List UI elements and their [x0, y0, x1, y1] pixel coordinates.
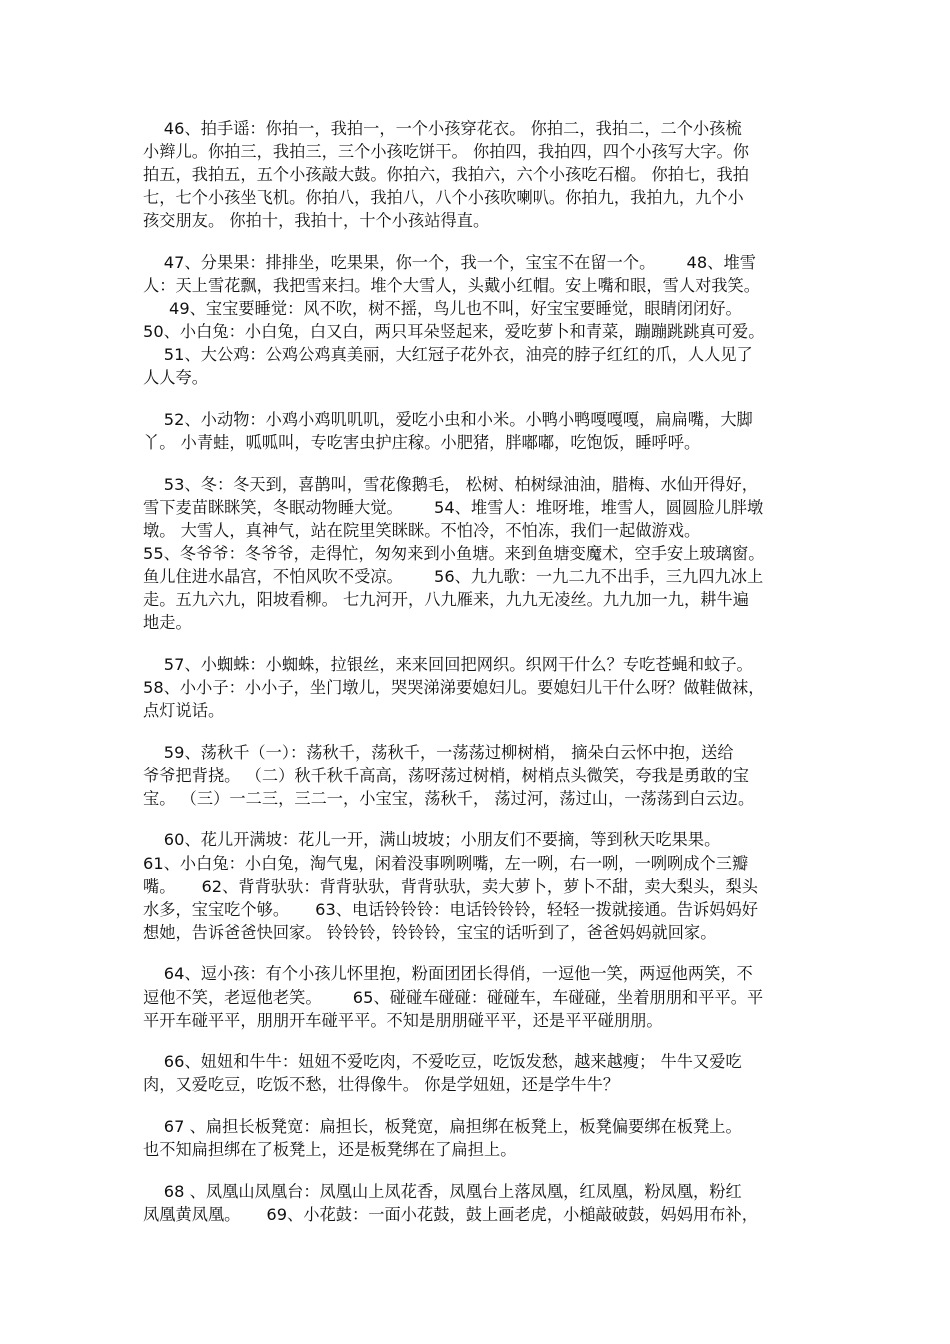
paragraph-60-63: [143, 828, 811, 943]
text-line: 点灯说话。: [143, 701, 225, 721]
text-line: 66、妞妞和牛牛：妞妞不爱吃肉，不爱吃豆，吃饭发愁，越来越瘦； 牛牛又爱吃: [143, 1052, 742, 1072]
text-line: 丫。 小青蛙，呱呱叫，专吃害虫护庄稼。小肥猪，胖嘟嘟，吃饱饭，睡呼呼。: [143, 433, 701, 453]
text-line: 嘴。 62、背背驮驮：背背驮驮，背背驮驮，卖大萝卜，萝卜不甜，卖大梨头，梨头: [143, 876, 758, 896]
text-line: 50、小白兔：小白兔，白又白，两只耳朵竖起来，爱吃萝卜和青菜，蹦蹦跳跳真可爱。: [143, 322, 765, 342]
text-line: 59、荡秋千（一）：荡秋千，荡秋千，一荡荡过柳树梢， 摘朵白云怀中抱，送给: [143, 742, 734, 762]
paragraph-46: [143, 117, 811, 232]
text-line: 68 、凤凰山凤凰台：凤凰山上凤花香，凤凰台上落凤凰，红凤凰，粉凤凰，粉红: [143, 1181, 742, 1201]
text-line: 60、花儿开满坡：花儿一开，满山坡坡；小朋友们不要摘，等到秋天吃果果。: [143, 830, 721, 850]
text-line: 想她，告诉爸爸快回家。 铃铃铃，铃铃铃，宝宝的话听到了，爸爸妈妈就回家。: [143, 922, 717, 942]
text-line: 雪下麦苗眯眯笑，冬眠动物睡大觉。 54、堆雪人：堆呀堆，堆雪人，圆圆脸儿胖墩: [143, 497, 764, 517]
text-line: 55、冬爷爷：冬爷爷，走得忙，匆匆来到小鱼塘。来到鱼塘变魔术，空手安上玻璃窗。: [143, 544, 765, 563]
text-line: 67 、扁担长板凳宽：扁担长，板凳宽，扁担绑在板凳上，板凳偏要绑在板凳上。: [143, 1116, 742, 1136]
paragraph-68-69: [143, 1180, 811, 1226]
text-line: 49、宝宝要睡觉：风不吹，树不摇，鸟儿也不叫，好宝宝要睡觉，眼睛闭闭好。: [143, 299, 742, 319]
text-line: 平开车碰平平，朋朋开车碰平平。不知是朋朋碰平平，还是平平碰朋朋。: [143, 1010, 663, 1030]
paragraph-57-58: [143, 653, 811, 722]
text-line: 鱼儿住进水晶宫，不怕风吹不受凉。 56、九九歌：一九二九不出手，三九四九冰上: [143, 567, 764, 587]
text-line: 64、逗小孩：有个小孩儿怀里抱，粉面团团长得俏，一逗他一笑，两逗他两笑，不: [143, 964, 753, 984]
text-line: 孩交朋友。 你拍十，我拍十，十个小孩站得直。: [143, 211, 490, 231]
text-line: 墩。 大雪人，真神气，站在院里笑眯眯。不怕冷，不怕冻，我们一起做游戏。: [143, 520, 701, 540]
text-line: 46、拍手谣：你拍一，我拍一，一个小孩穿花衣。 你拍二，我拍二，二个小孩梳: [143, 119, 742, 138]
text-line: 人：天上雪花飘，我把雪来扫。堆个大雪人，头戴小红帽。安上嘴和眼，雪人对我笑。: [143, 276, 761, 296]
paragraph-64-65: [143, 962, 811, 1031]
text-line: 58、小小子：小小子，坐门墩儿，哭哭涕涕要媳妇儿。要媳妇儿干什么呀？做鞋做袜，: [143, 677, 765, 697]
paragraph-47-51: [143, 251, 811, 390]
document-body: [143, 117, 811, 1244]
text-line: 51、大公鸡：公鸡公鸡真美丽，大红冠子花外衣，油亮的脖子红红的爪，人人见了: [143, 345, 753, 365]
text-line: 水多，宝宝吃个够。 63、电话铃铃铃：电话铃铃铃，轻轻一拨就接通。告诉妈妈好: [143, 899, 758, 919]
text-line: 地走。: [143, 613, 192, 633]
text-line: 逗他不笑，老逗他老笑。 65、碰碰车碰碰：碰碰车，车碰碰，坐着朋朋和平平。平: [143, 987, 764, 1007]
text-line: 也不知扁担绑在了板凳上，还是板凳绑在了扁担上。: [143, 1139, 517, 1159]
text-line: 宝。 （三）一二三，三二一，小宝宝，荡秋千， 荡过河，荡过山，一荡荡到白云边。: [143, 788, 755, 808]
paragraph-67: [143, 1115, 811, 1161]
text-line: 53、冬：冬天到，喜鹊叫，雪花像鹅毛， 松树、柏树绿油油，腊梅、水仙开得好，: [143, 474, 758, 494]
paragraph-66: [143, 1050, 811, 1096]
text-line: 47、分果果：排排坐，吃果果，你一个，我一个，宝宝不在留一个。 48、堆雪: [143, 252, 756, 272]
paragraph-53-56: [143, 473, 811, 635]
paragraph-59: [143, 741, 811, 810]
text-line: 拍五，我拍五，五个小孩敲大鼓。你拍六，我拍六，六个小孩吃石榴。 你拍七，我拍: [143, 165, 749, 185]
text-line: 爷爷把背挠。 （二）秋千秋千高高，荡呀荡过树梢，树梢点头微笑，夸我是勇敢的宝: [143, 765, 749, 785]
text-line: 肉，又爱吃豆，吃饭不愁，壮得像牛。 你是学妞妞，还是学牛牛？: [143, 1075, 620, 1095]
paragraph-52: [143, 408, 811, 454]
text-line: 走。五九六九，阳坡看柳。 七九河开，八九雁来，九九无凌丝。九九加一九，耕牛遍: [143, 590, 749, 610]
text-line: 52、小动物：小鸡小鸡叽叽叽，爱吃小虫和小米。小鸭小鸭嘎嘎嘎，扁扁嘴，大脚: [143, 410, 753, 430]
text-line: 小辫儿。你拍三，我拍三，三个小孩吃饼干。 你拍四，我拍四，四个小孩写大字。你: [143, 142, 749, 162]
text-line: 57、小蜘蛛：小蜘蛛，拉银丝，来来回回把网织。织网干什么？专吃苍蝇和蚊子。: [143, 654, 753, 674]
text-line: 人人夸。: [143, 368, 208, 388]
text-line: 七，七个小孩坐飞机。你拍八，我拍八，八个小孩吹喇叭。你拍九，我拍九，九个小: [143, 188, 744, 208]
text-line: 凤凰黄凤凰。 69、小花鼓：一面小花鼓，鼓上画老虎，小槌敲破鼓，妈妈用布补，: [143, 1204, 758, 1224]
text-line: 61、小白兔：小白兔，淘气鬼，闲着没事咧咧嘴，左一咧，右一咧，一咧咧成个三瓣: [143, 853, 749, 873]
